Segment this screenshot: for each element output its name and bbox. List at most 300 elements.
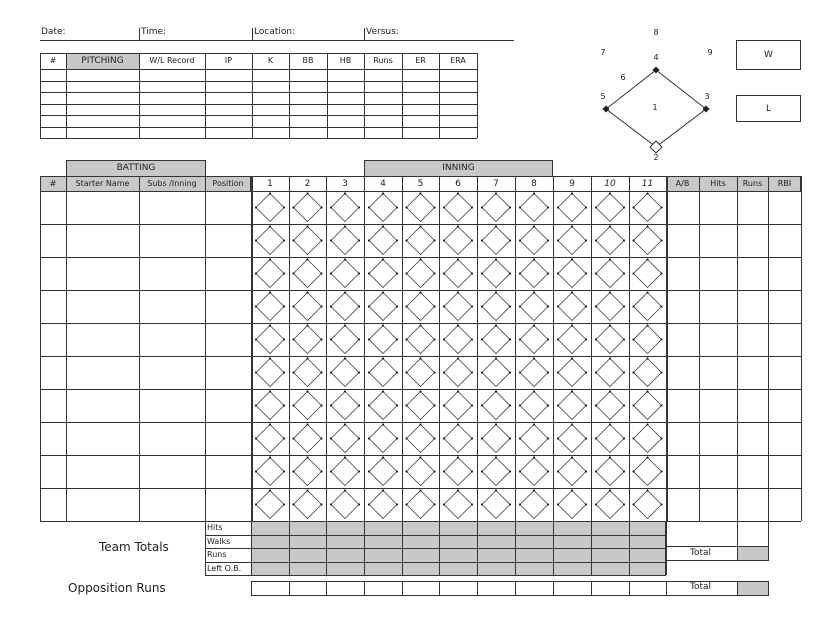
- opposition-inning-cell[interactable]: [553, 581, 591, 595]
- base-dot: [368, 503, 370, 505]
- base-dot: [609, 390, 611, 392]
- base-dot: [557, 206, 559, 208]
- opposition-inning-cell[interactable]: [515, 581, 553, 595]
- at-bat-diamond[interactable]: [558, 293, 586, 321]
- base-dot: [495, 258, 497, 260]
- base-dot: [457, 324, 459, 326]
- base-dot: [660, 470, 662, 472]
- base-dot: [585, 404, 587, 406]
- grid-line: [477, 521, 478, 575]
- at-bat-diamond[interactable]: [596, 227, 624, 255]
- at-bat-diamond[interactable]: [294, 458, 322, 486]
- base-dot: [419, 324, 421, 326]
- base-dot: [433, 338, 435, 340]
- base-dot: [330, 404, 332, 406]
- base-dot: [306, 390, 308, 392]
- at-bat-diamond[interactable]: [444, 359, 472, 387]
- at-bat-diamond[interactable]: [331, 359, 359, 387]
- grid-line: [289, 521, 290, 575]
- at-bat-diamond[interactable]: [444, 293, 472, 321]
- at-bat-diamond[interactable]: [634, 293, 662, 321]
- base-dot: [396, 338, 398, 340]
- pitching-col-header: W/L Record: [149, 56, 195, 65]
- at-bat-diamond[interactable]: [369, 392, 397, 420]
- base-dot: [623, 437, 625, 439]
- at-bat-diamond[interactable]: [331, 458, 359, 486]
- at-bat-diamond[interactable]: [444, 260, 472, 288]
- base-dot: [547, 470, 549, 472]
- at-bat-diamond[interactable]: [634, 491, 662, 519]
- base-dot: [533, 423, 535, 425]
- base-dot: [283, 239, 285, 241]
- at-bat-diamond[interactable]: [294, 194, 322, 222]
- base-dot: [547, 305, 549, 307]
- at-bat-diamond[interactable]: [407, 260, 435, 288]
- at-bat-diamond[interactable]: [634, 359, 662, 387]
- at-bat-diamond[interactable]: [407, 359, 435, 387]
- inning-col-header: 4: [380, 179, 386, 189]
- at-bat-diamond[interactable]: [482, 392, 510, 420]
- base-dot: [457, 456, 459, 458]
- base-dot: [595, 305, 597, 307]
- at-bat-diamond[interactable]: [256, 458, 284, 486]
- base-dot: [495, 456, 497, 458]
- base-dot: [382, 390, 384, 392]
- base-dot: [457, 291, 459, 293]
- at-bat-diamond[interactable]: [331, 293, 359, 321]
- totals-row-label: Left O.B.: [207, 563, 242, 573]
- base-dot: [396, 503, 398, 505]
- base-dot: [382, 258, 384, 260]
- base-dot: [358, 239, 360, 241]
- at-bat-diamond[interactable]: [596, 458, 624, 486]
- pitching-col-header: BB: [302, 56, 314, 65]
- batting-col-header: Position: [212, 179, 244, 188]
- at-bat-diamond[interactable]: [482, 458, 510, 486]
- base-dot: [320, 272, 322, 274]
- base-dot: [344, 324, 346, 326]
- base-dot: [368, 239, 370, 241]
- base-dot: [632, 239, 634, 241]
- base-dot: [585, 206, 587, 208]
- base-dot: [571, 225, 573, 227]
- base-dot: [557, 239, 559, 241]
- base-dot: [660, 404, 662, 406]
- base-dot: [495, 192, 497, 194]
- at-bat-diamond[interactable]: [558, 491, 586, 519]
- base-dot: [344, 357, 346, 359]
- base-dot: [292, 503, 294, 505]
- at-bat-diamond[interactable]: [482, 491, 510, 519]
- at-bat-diamond[interactable]: [369, 458, 397, 486]
- base-dot: [571, 456, 573, 458]
- base-dot: [306, 489, 308, 491]
- base-dot: [330, 239, 332, 241]
- at-bat-diamond[interactable]: [256, 491, 284, 519]
- base-dot: [320, 437, 322, 439]
- at-bat-diamond[interactable]: [596, 293, 624, 321]
- base-dot: [519, 470, 521, 472]
- base-dot: [306, 423, 308, 425]
- base-dot: [481, 470, 483, 472]
- opposition-inning-cell[interactable]: [591, 581, 629, 595]
- base-dot: [495, 324, 497, 326]
- base-dot: [595, 437, 597, 439]
- base-dot: [344, 456, 346, 458]
- opposition-inning-cell[interactable]: [326, 581, 364, 595]
- at-bat-diamond[interactable]: [634, 458, 662, 486]
- at-bat-diamond[interactable]: [520, 392, 548, 420]
- base-dot: [320, 305, 322, 307]
- grid-line: [402, 521, 403, 575]
- base-dot: [660, 371, 662, 373]
- opposition-inning-cell[interactable]: [251, 581, 289, 595]
- base-dot: [306, 291, 308, 293]
- base-dot: [585, 437, 587, 439]
- at-bat-diamond[interactable]: [520, 425, 548, 453]
- base-dot: [623, 503, 625, 505]
- base-dot: [632, 404, 634, 406]
- at-bat-diamond[interactable]: [369, 227, 397, 255]
- base-dot: [320, 206, 322, 208]
- base-dot: [405, 437, 407, 439]
- base-dot: [443, 338, 445, 340]
- base-dot: [396, 272, 398, 274]
- at-bat-diamond[interactable]: [294, 326, 322, 354]
- at-bat-diamond[interactable]: [369, 425, 397, 453]
- at-bat-diamond[interactable]: [331, 326, 359, 354]
- base-dot: [419, 291, 421, 293]
- at-bat-diamond[interactable]: [444, 227, 472, 255]
- opposition-inning-cell[interactable]: [364, 581, 402, 595]
- base-dot: [595, 503, 597, 505]
- base-dot: [519, 404, 521, 406]
- base-dot: [330, 305, 332, 307]
- at-bat-diamond[interactable]: [331, 227, 359, 255]
- base-dot: [509, 305, 511, 307]
- base-dot: [419, 456, 421, 458]
- at-bat-diamond[interactable]: [444, 425, 472, 453]
- at-bat-diamond[interactable]: [407, 194, 435, 222]
- base-dot: [433, 437, 435, 439]
- base-dot: [255, 206, 257, 208]
- at-bat-diamond[interactable]: [520, 227, 548, 255]
- base-dot: [382, 291, 384, 293]
- at-bat-diamond[interactable]: [482, 359, 510, 387]
- base-dot: [433, 206, 435, 208]
- base-dot: [457, 390, 459, 392]
- base-dot: [595, 371, 597, 373]
- base-dot: [283, 206, 285, 208]
- total-value-cell[interactable]: [737, 546, 769, 561]
- at-bat-diamond[interactable]: [558, 458, 586, 486]
- base-dot: [405, 503, 407, 505]
- base-dot: [519, 305, 521, 307]
- at-bat-diamond[interactable]: [558, 227, 586, 255]
- at-bat-diamond[interactable]: [482, 260, 510, 288]
- base-dot: [495, 357, 497, 359]
- at-bat-diamond[interactable]: [407, 425, 435, 453]
- base-dot: [533, 291, 535, 293]
- base-dot: [471, 338, 473, 340]
- at-bat-diamond[interactable]: [558, 392, 586, 420]
- pitching-col-header: HB: [339, 56, 352, 65]
- base-dot: [368, 305, 370, 307]
- opposition-inning-cell[interactable]: [439, 581, 477, 595]
- base-dot: [533, 192, 535, 194]
- base-dot: [320, 404, 322, 406]
- base-dot: [433, 272, 435, 274]
- at-bat-diamond[interactable]: [596, 260, 624, 288]
- at-bat-diamond[interactable]: [294, 260, 322, 288]
- field-position-number: 1: [652, 103, 658, 112]
- base-dot: [547, 206, 549, 208]
- at-bat-diamond[interactable]: [407, 293, 435, 321]
- at-bat-diamond[interactable]: [444, 194, 472, 222]
- win-label: W: [764, 50, 773, 60]
- at-bat-diamond[interactable]: [520, 458, 548, 486]
- at-bat-diamond[interactable]: [331, 260, 359, 288]
- pitching-col-header: ERA: [450, 56, 466, 65]
- time-label: Time:: [141, 27, 167, 37]
- base-dot: [623, 470, 625, 472]
- inning-col-header: 3: [342, 179, 348, 189]
- base-dot: [292, 437, 294, 439]
- base-dot: [255, 338, 257, 340]
- at-bat-diamond[interactable]: [520, 326, 548, 354]
- base-dot: [457, 225, 459, 227]
- at-bat-diamond[interactable]: [596, 326, 624, 354]
- base-dot: [646, 192, 648, 194]
- base-dot: [344, 390, 346, 392]
- base-dot: [255, 503, 257, 505]
- at-bat-diamond[interactable]: [596, 425, 624, 453]
- at-bat-diamond[interactable]: [634, 425, 662, 453]
- at-bat-diamond[interactable]: [256, 260, 284, 288]
- at-bat-diamond[interactable]: [520, 359, 548, 387]
- base-dot: [330, 272, 332, 274]
- base-dot: [320, 470, 322, 472]
- base-dot: [609, 291, 611, 293]
- at-bat-diamond[interactable]: [369, 194, 397, 222]
- at-bat-diamond[interactable]: [331, 425, 359, 453]
- base-dot: [255, 239, 257, 241]
- base-dot: [646, 291, 648, 293]
- at-bat-diamond[interactable]: [331, 491, 359, 519]
- opposition-inning-cell[interactable]: [629, 581, 666, 595]
- base-dot: [509, 239, 511, 241]
- at-bat-diamond[interactable]: [520, 194, 548, 222]
- base-dot: [358, 206, 360, 208]
- at-bat-diamond[interactable]: [369, 326, 397, 354]
- at-bat-diamond[interactable]: [369, 359, 397, 387]
- base-dot: [660, 239, 662, 241]
- base-dot: [471, 206, 473, 208]
- base-dot: [443, 239, 445, 241]
- base-dot: [547, 338, 549, 340]
- at-bat-diamond[interactable]: [634, 194, 662, 222]
- opposition-runs-label: Opposition Runs: [68, 581, 166, 595]
- base-dot: [519, 239, 521, 241]
- at-bat-diamond[interactable]: [482, 326, 510, 354]
- at-bat-diamond[interactable]: [558, 260, 586, 288]
- at-bat-diamond[interactable]: [444, 326, 472, 354]
- base-dot: [330, 470, 332, 472]
- base-dot: [269, 324, 271, 326]
- at-bat-diamond[interactable]: [256, 425, 284, 453]
- at-bat-diamond[interactable]: [256, 194, 284, 222]
- at-bat-diamond[interactable]: [558, 425, 586, 453]
- base-dot: [320, 338, 322, 340]
- location-label: Location:: [254, 27, 296, 37]
- base-dot: [533, 258, 535, 260]
- at-bat-diamond[interactable]: [558, 194, 586, 222]
- at-bat-diamond[interactable]: [294, 359, 322, 387]
- base-dot: [585, 503, 587, 505]
- base-dot: [443, 206, 445, 208]
- opposition-inning-cell[interactable]: [477, 581, 515, 595]
- pitching-col-header: IP: [224, 56, 233, 65]
- base-dot: [646, 423, 648, 425]
- base-dot: [306, 324, 308, 326]
- grid-line: [364, 521, 365, 575]
- at-bat-diamond[interactable]: [407, 491, 435, 519]
- total-label: Total: [690, 548, 712, 558]
- at-bat-diamond[interactable]: [256, 293, 284, 321]
- base-dot: [585, 371, 587, 373]
- at-bat-diamond[interactable]: [482, 425, 510, 453]
- at-bat-diamond[interactable]: [256, 227, 284, 255]
- at-bat-diamond[interactable]: [407, 326, 435, 354]
- at-bat-diamond[interactable]: [558, 326, 586, 354]
- at-bat-diamond[interactable]: [294, 227, 322, 255]
- base-dot: [368, 338, 370, 340]
- base-dot: [660, 338, 662, 340]
- opposition-inning-cell[interactable]: [289, 581, 326, 595]
- base-dot: [509, 272, 511, 274]
- base-dot: [660, 503, 662, 505]
- at-bat-diamond[interactable]: [482, 194, 510, 222]
- base-dot: [405, 371, 407, 373]
- at-bat-diamond[interactable]: [294, 392, 322, 420]
- base-dot: [571, 192, 573, 194]
- base-dot: [330, 371, 332, 373]
- at-bat-diamond[interactable]: [634, 227, 662, 255]
- base-dot: [557, 338, 559, 340]
- at-bat-diamond[interactable]: [596, 194, 624, 222]
- base-dot: [419, 489, 421, 491]
- base-dot: [382, 423, 384, 425]
- base-dot: [547, 404, 549, 406]
- at-bat-diamond[interactable]: [407, 227, 435, 255]
- base-dot: [382, 192, 384, 194]
- totals-row-shade: [251, 548, 666, 563]
- pitching-col-header: K: [267, 56, 274, 65]
- field-position-number: 3: [704, 92, 710, 101]
- at-bat-diamond[interactable]: [444, 392, 472, 420]
- base-dot: [595, 272, 597, 274]
- base-dot: [269, 456, 271, 458]
- base-dot: [269, 423, 271, 425]
- base-dot: [623, 371, 625, 373]
- opposition-inning-cell[interactable]: [402, 581, 439, 595]
- base-dot: [283, 338, 285, 340]
- base-dot: [283, 404, 285, 406]
- base-dot: [632, 503, 634, 505]
- base-dot: [292, 239, 294, 241]
- opposition-total-label: Total: [690, 582, 712, 592]
- at-bat-diamond[interactable]: [369, 293, 397, 321]
- pitching-col-header: PITCHING: [81, 56, 124, 66]
- at-bat-diamond[interactable]: [634, 260, 662, 288]
- at-bat-diamond[interactable]: [444, 458, 472, 486]
- inning-col-header: 9: [569, 179, 575, 189]
- base-dot: [595, 206, 597, 208]
- base-dot: [557, 503, 559, 505]
- at-bat-diamond[interactable]: [520, 260, 548, 288]
- base-dot: [533, 489, 535, 491]
- base-dot: [509, 371, 511, 373]
- base-dot: [405, 272, 407, 274]
- base-dot: [471, 404, 473, 406]
- at-bat-diamond[interactable]: [256, 392, 284, 420]
- at-bat-diamond[interactable]: [596, 359, 624, 387]
- at-bat-diamond[interactable]: [294, 491, 322, 519]
- base-dot: [396, 239, 398, 241]
- at-bat-diamond[interactable]: [407, 392, 435, 420]
- base-dot: [481, 206, 483, 208]
- at-bat-diamond[interactable]: [520, 491, 548, 519]
- at-bat-diamond[interactable]: [520, 293, 548, 321]
- at-bat-diamond[interactable]: [634, 392, 662, 420]
- base-dot: [533, 225, 535, 227]
- at-bat-diamond[interactable]: [294, 425, 322, 453]
- batting-col-header: Starter Name: [75, 179, 130, 188]
- opposition-total-cell[interactable]: [737, 581, 769, 596]
- at-bat-diamond[interactable]: [596, 491, 624, 519]
- base-dot: [609, 357, 611, 359]
- base-dot: [509, 404, 511, 406]
- at-bat-diamond[interactable]: [369, 260, 397, 288]
- at-bat-diamond[interactable]: [634, 326, 662, 354]
- at-bat-diamond[interactable]: [482, 227, 510, 255]
- base-dot: [358, 305, 360, 307]
- base-dot: [255, 404, 257, 406]
- at-bat-diamond[interactable]: [331, 392, 359, 420]
- base-dot: [306, 192, 308, 194]
- at-bat-diamond[interactable]: [444, 491, 472, 519]
- base-dot: [396, 437, 398, 439]
- field-position-number: 9: [707, 48, 713, 57]
- base-dot: [443, 404, 445, 406]
- at-bat-diamond[interactable]: [256, 326, 284, 354]
- at-bat-diamond[interactable]: [369, 491, 397, 519]
- at-bat-diamond[interactable]: [482, 293, 510, 321]
- at-bat-diamond[interactable]: [294, 293, 322, 321]
- at-bat-diamond[interactable]: [596, 392, 624, 420]
- at-bat-diamond[interactable]: [331, 194, 359, 222]
- base-dot: [646, 357, 648, 359]
- base-dot: [519, 437, 521, 439]
- base-dot: [269, 390, 271, 392]
- at-bat-diamond[interactable]: [558, 359, 586, 387]
- totals-row-shade: [251, 562, 666, 577]
- base-dot: [547, 503, 549, 505]
- at-bat-diamond[interactable]: [256, 359, 284, 387]
- base-dot: [443, 371, 445, 373]
- at-bat-diamond[interactable]: [407, 458, 435, 486]
- base-dot: [509, 470, 511, 472]
